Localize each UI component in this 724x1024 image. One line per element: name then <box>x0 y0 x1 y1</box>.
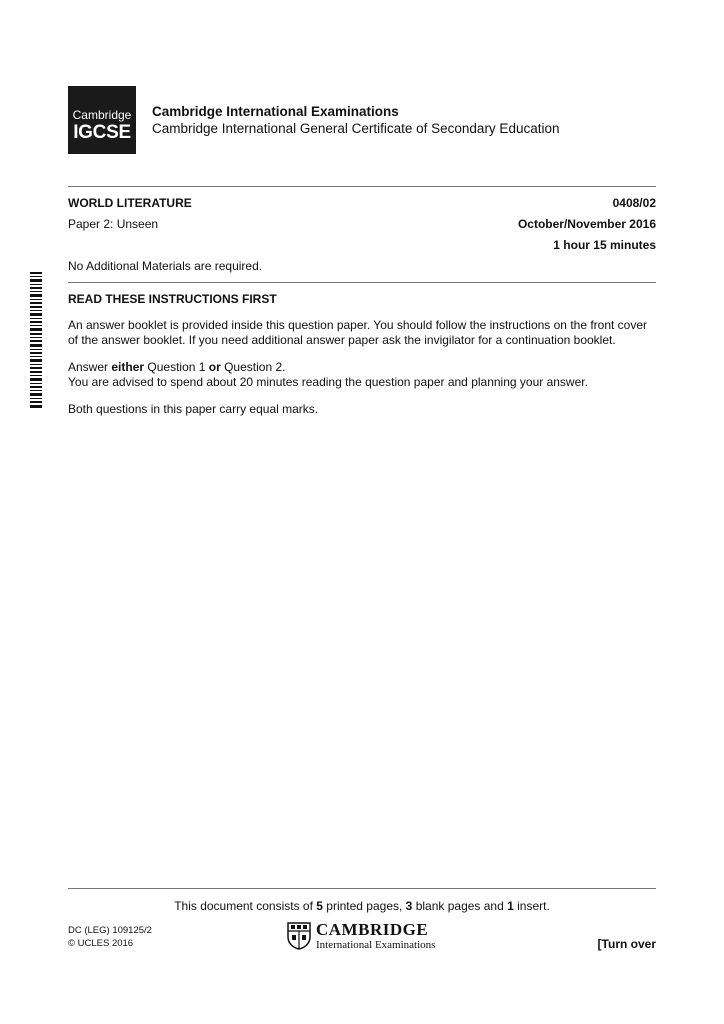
answer-choice-line <box>68 360 285 374</box>
blank-pages-count: 3 <box>405 899 413 913</box>
instructions-paragraph-line-1: An answer booklet is provided inside this question paper. You should follow the instructions on the front cover <box>68 318 648 332</box>
document-reference: DC (LEG) 109125/2 <box>68 925 152 936</box>
insert-count: 1 <box>507 899 514 913</box>
cambridge-wordmark: CAMBRIDGE <box>316 920 429 939</box>
cambridge-wordmark-subtitle: International Examinations <box>316 939 436 951</box>
cambridge-crest-icon <box>287 922 311 950</box>
printed-pages-count: 5 <box>316 899 323 913</box>
doc-mid-2: blank pages and <box>412 899 508 913</box>
doc-mid-1: printed pages, <box>322 899 406 913</box>
exam-session: October/November 2016 <box>517 217 656 231</box>
logo-line-1: Cambridge <box>72 108 132 122</box>
answer-either: either <box>111 360 145 374</box>
time-advice: You are advised to spend about 20 minutes reading the question paper and planning your answer. <box>68 375 588 389</box>
instructions-paragraph-line-2: of the answer booklet. If you need additional answer paper ask the invigilator for a continuation booklet. <box>68 333 616 347</box>
answer-or: or <box>208 360 221 374</box>
instructions-divider <box>68 282 656 283</box>
turn-over: [Turn over <box>597 937 656 951</box>
doc-suffix: insert. <box>513 899 550 913</box>
exam-duration: 1 hour 15 minutes <box>553 238 656 252</box>
cambridge-igcse-logo <box>68 86 136 154</box>
footer-divider <box>68 888 656 889</box>
subject-title: WORLD LITERATURE <box>68 196 192 210</box>
org-subtitle: Cambridge International General Certificate of Secondary Education <box>152 121 560 136</box>
syllabus-code: 0408/02 <box>612 196 656 210</box>
answer-prefix: Answer <box>68 360 112 374</box>
header-divider <box>68 186 656 187</box>
answer-suffix: Question 2. <box>220 360 286 374</box>
marks-note: Both questions in this paper carry equal marks. <box>68 402 319 416</box>
paper-title: Paper 2: Unseen <box>68 217 159 231</box>
materials-note: No Additional Materials are required. <box>68 259 263 273</box>
instructions-heading: READ THESE INSTRUCTIONS FIRST <box>68 292 277 306</box>
answer-mid: Question 1 <box>144 360 209 374</box>
candidate-barcode <box>30 270 42 410</box>
doc-prefix: This document consists of <box>174 899 317 913</box>
copyright: © UCLES 2016 <box>68 938 134 949</box>
page-count-note <box>0 899 724 913</box>
org-name: Cambridge International Examinations <box>152 104 399 119</box>
logo-line-2: IGCSE <box>73 122 131 143</box>
